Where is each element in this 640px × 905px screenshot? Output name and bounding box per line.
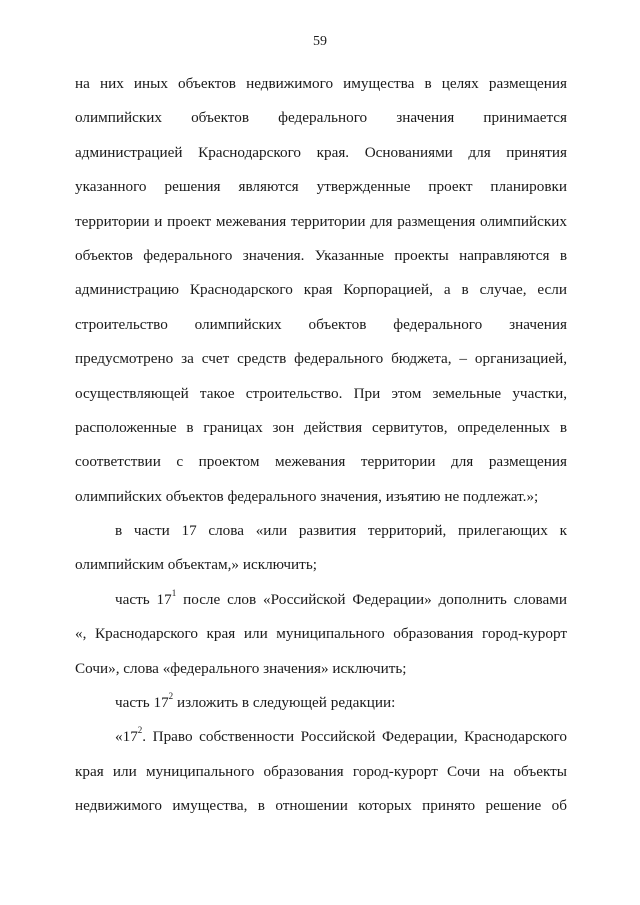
text-line: объектов федерального значения. Указанные проекты направляются в <box>75 246 567 264</box>
text-line: администрацию Краснодарского края Корпорацией, а в случае, если <box>75 281 567 299</box>
line-text: часть 17 <box>115 694 169 712</box>
text-line: края или муниципального образования город-курорт Сочи на объекты <box>75 762 567 780</box>
line-text: после слов «Российской Федерации» дополнить словами <box>176 590 567 608</box>
body-text <box>75 67 567 824</box>
text-line: олимпийских объектов федерального значения, изъятию не подлежат.»; <box>75 487 539 505</box>
text-line: администрацией Краснодарского края. Основаниями для принятия <box>75 143 567 161</box>
text-line: расположенные в границах зон действия сервитутов, определенных в <box>75 418 567 436</box>
superscript: 2 <box>168 690 174 701</box>
text-line: олимпийских объектов федерального значения принимается <box>75 109 567 127</box>
text-line: олимпийским объектам,» исключить; <box>75 556 317 574</box>
page-number: 59 <box>313 34 327 49</box>
text-line: «, Краснодарского края или муниципального образования город-курорт <box>75 625 567 643</box>
text-line <box>75 583 567 617</box>
line-text: изложить в следующей редакции: <box>173 694 396 712</box>
text-line: указанного решения являются утвержденные проект планировки <box>75 178 567 196</box>
text-line: Сочи», слова «федерального значения» исключить; <box>75 659 407 677</box>
text-line <box>75 686 567 720</box>
text-line: территории и проект межевания территории для размещения олимпийских <box>75 212 567 230</box>
superscript: 2 <box>137 725 143 736</box>
text-line: предусмотрено за счет средств федерального бюджета, – организацией, <box>75 350 567 368</box>
text-line: на них иных объектов недвижимого имущества в целях размещения <box>75 75 567 92</box>
text-line: осуществляющей такое строительство. При этом земельные участки, <box>75 384 567 402</box>
line-text: . Право собственности Российской Федерации, Краснодарского <box>142 728 567 746</box>
text-line: соответствии с проектом межевания территории для размещения <box>75 453 567 471</box>
superscript: 1 <box>171 587 177 598</box>
line-text: часть 17 <box>115 590 172 608</box>
text-line <box>75 720 567 754</box>
text-line: недвижимого имущества, в отношении которых принято решение об <box>75 797 567 815</box>
line-text: «17 <box>115 728 138 746</box>
text-line: в части 17 слова «или развития территорий, прилегающих к <box>115 522 567 540</box>
text-line: строительство олимпийских объектов федерального значения <box>75 315 567 333</box>
